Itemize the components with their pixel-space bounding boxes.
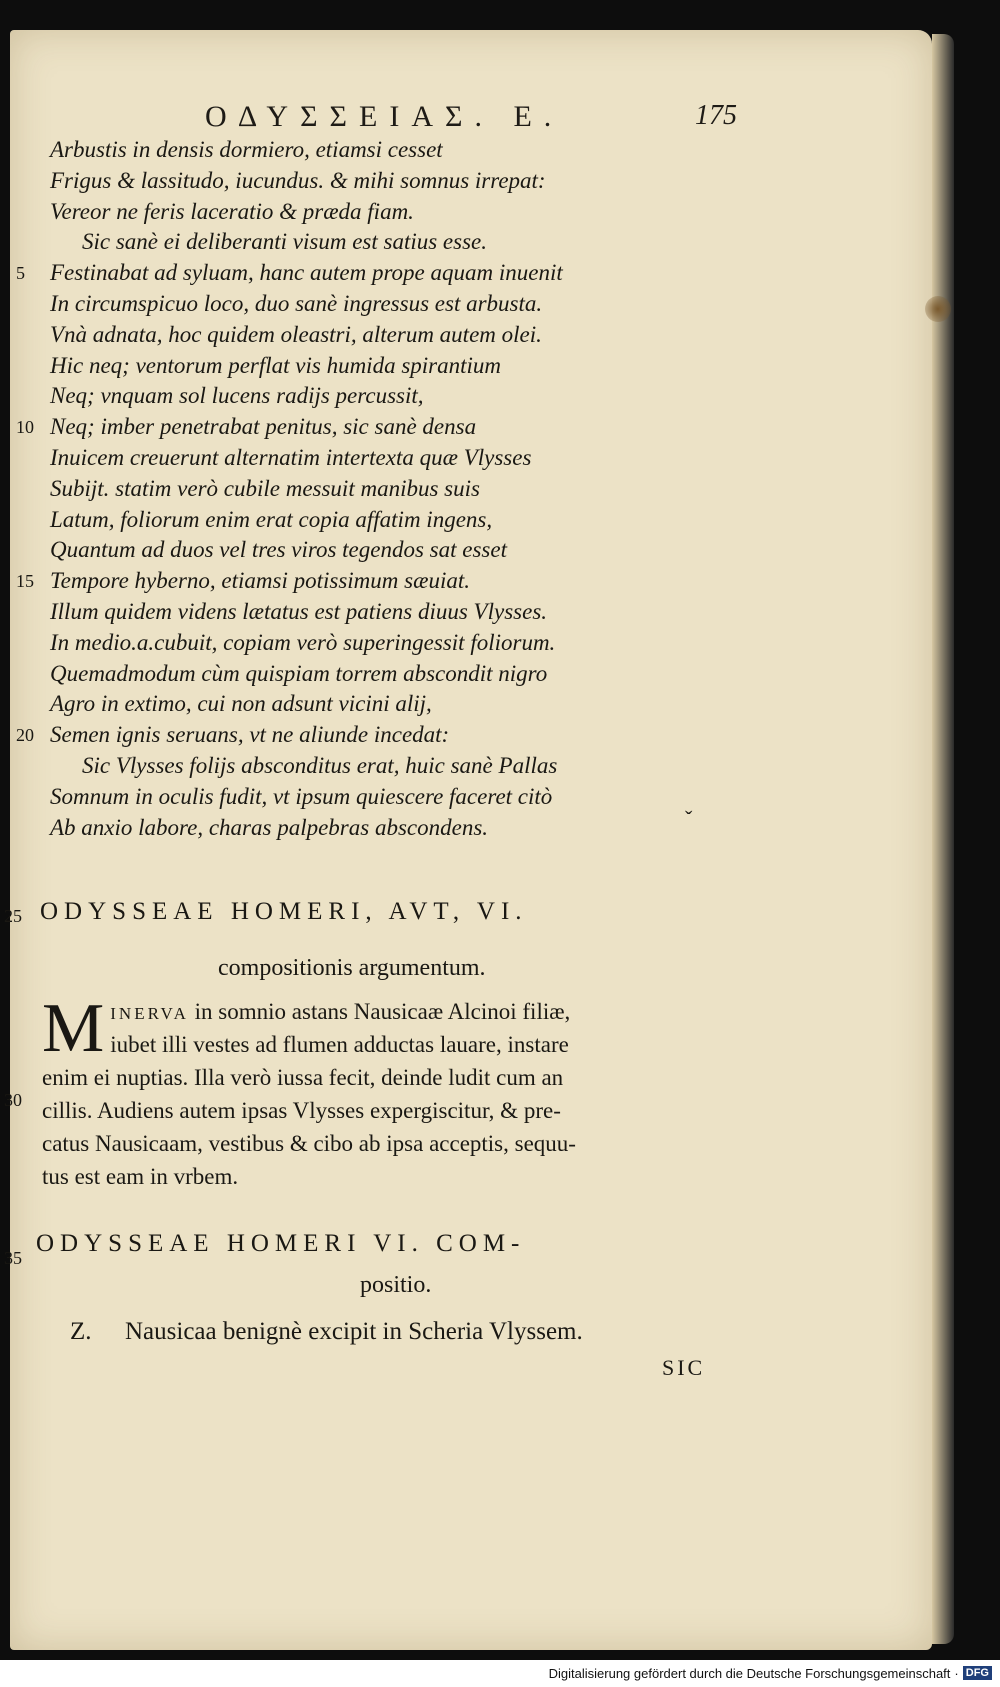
running-head: ΟΔΥΣΣΕΙΑΣ. Ε. [205,100,564,133]
ink-stain [925,296,951,322]
book-letter: Z. [70,1318,92,1345]
verse-line [48,320,563,351]
drop-cap: M [42,990,105,1067]
verse-line-text: Inuicem creuerunt alternatim intertexta quæ Vlysses [50,444,532,470]
verse-line [48,443,563,474]
verse-line-text: Tempore hyberno, etiamsi potissimum sæuiat. [50,568,470,594]
verse-line [48,474,563,505]
verse-line-text: Quemadmodum cùm quispiam torrem abscondit nigro [50,660,548,686]
verse-line [48,751,563,782]
book-summary [70,1318,583,1346]
line-number: 30 [4,1090,22,1110]
line-number: 5 [16,263,25,284]
prose-line [42,995,712,1028]
verse-line-text: Sic sanè ei deliberanti visum est satius esse. [82,229,487,255]
dfg-logo: DFG [963,1666,992,1680]
verse-line-text: Illum quidem videns lætatus est patiens diuus Vlysses. [50,598,548,624]
verse-line [48,628,563,659]
prose-line-text: iubet illi vestes ad flumen adductas lauare, instare [110,1032,569,1057]
verse-line-text: Latum, foliorum enim erat copia affatim ingens, [50,506,493,532]
verse-line-text: Vereor ne feris laceratio & præda fiam. [50,198,414,224]
prose-line-text: in somnio astans Nausicaæ Alcinoi filiæ, [188,999,571,1024]
verse-line-text: Festinabat ad syluam, hanc autem prope aquam inuenit [50,260,563,286]
verse-line [48,597,563,628]
verse-line [48,351,563,382]
verse-line [16,566,563,597]
argument-text [42,990,712,1193]
caret-mark: ˇ [685,806,693,831]
verse-line [48,227,563,258]
verse-line-text: Hic neq; ventorum perflat vis humida spirantium [50,352,502,378]
prose-line [42,1127,712,1160]
verse-line-text: Arbustis in densis dormiero, etiamsi cesset [50,137,443,162]
verse-line [48,135,563,166]
verse-line-text: Somnum in oculis fudit, vt ipsum quiescere faceret citò [50,783,553,809]
page-edge [932,34,954,1644]
verse-line-text: Subijt. statim verò cubile messuit manibus suis [50,475,480,501]
line-number: 35 [4,1248,22,1268]
verse-block [16,135,563,843]
verse-line [48,535,563,566]
line-number: 15 [16,571,34,592]
prose-line [42,1094,712,1127]
verse-line [48,197,563,228]
page-number: 175 [695,100,737,131]
verse-line [48,381,563,412]
verse-line [48,782,563,813]
verse-line-text: Vnà adnata, hoc quidem oleastri, alterum autem olei. [50,321,542,347]
verse-line [48,813,563,844]
composition-subheading: positio. [360,1272,432,1298]
prose-line-text: cillis. Audiens autem ipsas Vlysses expergiscitur, & pre- [42,1098,561,1123]
small-caps-word: INERVA [110,1004,189,1023]
verse-line [48,659,563,690]
verse-line-text: Frigus & lassitudo, iucundus. & mihi somnus irrepat: [50,167,546,193]
verse-line [48,689,563,720]
line-number: 20 [16,725,34,746]
prose-line [42,1061,712,1094]
verse-line [16,720,563,751]
composition-heading: ODYSSEAE HOMERI VI. COM- [36,1230,526,1257]
verse-line [48,289,563,320]
prose-line-text: tus est eam in vrbem. [42,1164,239,1189]
summary-text: Nausicaa benignè excipit in Scheria Vlyssem. [125,1318,583,1345]
digitization-footer: Digitalisierung gefördert durch die Deutsche Forschungsgemeinschaft · DFG [549,1663,992,1683]
verse-line-text: In medio.a.cubuit, copiam verò superingessit foliorum. [50,629,556,655]
argument-heading: ODYSSEAE HOMERI, AVT, VI. [40,898,528,925]
verse-line-text: Neq; imber penetrabat penitus, sic sanè densa [50,414,477,440]
argument-subheading: compositionis argumentum. [218,955,486,981]
verse-line [16,412,563,443]
verse-line [16,258,563,289]
verse-line [48,505,563,536]
verse-line-text: Neq; vnquam sol lucens radijs percussit, [50,383,424,409]
verse-line-text: Agro in extimo, cui non adsunt vicini alij, [50,691,432,717]
footer-text: Digitalisierung gefördert durch die Deutsche Forschungsgemeinschaft [548,1665,951,1681]
prose-line [42,1028,712,1061]
catchword: SIC [662,1355,706,1380]
prose-line [42,1160,712,1193]
verse-line-text: In circumspicuo loco, duo sanè ingressus est arbusta. [50,290,543,316]
line-number: 10 [16,417,34,438]
verse-line [48,166,563,197]
verse-line-text: Sic Vlysses folijs absconditus erat, huic sanè Pallas [82,752,558,778]
verse-line-text: Ab anxio labore, charas palpebras abscondens. [50,814,489,840]
line-number: 25 [4,906,22,926]
verse-line-text: Semen ignis seruans, vt ne aliunde incedat: [50,722,450,748]
prose-line-text: catus Nausicaam, vestibus & cibo ab ipsa acceptis, sequu- [42,1131,576,1156]
verse-line-text: Quantum ad duos vel tres viros tegendos sat esset [50,537,507,563]
prose-line-text: enim ei nuptias. Illa verò iussa fecit, deinde ludit cum an [42,1065,564,1090]
